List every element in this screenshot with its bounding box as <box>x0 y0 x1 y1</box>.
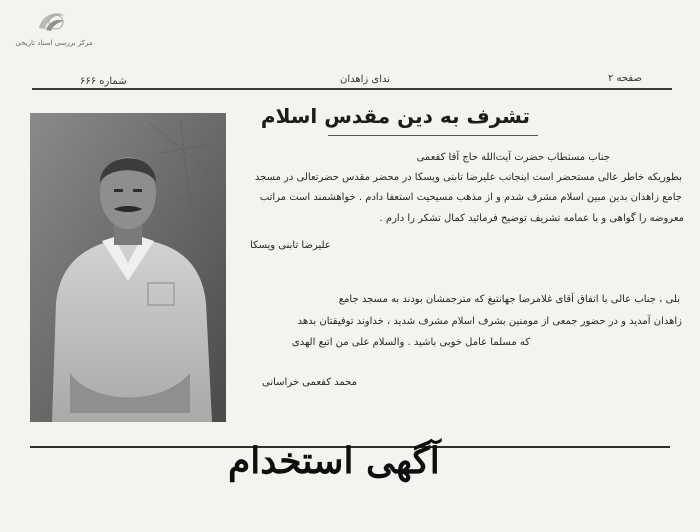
archive-emblem-icon <box>34 8 68 34</box>
issue-number: شماره ۶۶۶ <box>80 76 127 87</box>
headline: تشرف به دین مقدس اسلام <box>260 104 530 128</box>
logo-caption: مرکز بررسی اسناد تاریخی <box>15 39 93 47</box>
reply-line: که مسلما عامل خوبی باشید . والسلام علی من اتبع الهدی <box>291 337 530 348</box>
body-line: معروضه را گواهی و با عمامه تشریف توضیح فرمائید کمال تشکر را دارم . <box>379 213 684 224</box>
reply-line: بلی ، جناب عالی با اتفاق آقای غلامرضا جهانتیغ که مترجمشان بودند به مسجد جامع <box>338 294 680 305</box>
body-line: بطوریکه خاطر عالی مستحضر است اینجانب علیرضا تابنی ویسکا در محضر مقدس حضرتعالی در مسجد <box>254 172 682 183</box>
portrait-image <box>30 113 226 422</box>
salutation: جناب مستطاب حضرت آیت‌الله حاج آقا کفعمی <box>416 152 610 163</box>
ad-headline: آگهی استخدام <box>228 440 440 482</box>
reply-line: زاهدان آمدید و در حضور جمعی از مومنین بشرف اسلام مشرف شدید ، خداوند توفیقتان بدهد <box>297 316 682 327</box>
signature: علیرضا تابنی ویسکا <box>250 240 331 251</box>
reply-signature: محمد کفعمی خراسانی <box>262 377 357 388</box>
publication-name: ندای زاهدان <box>340 74 391 85</box>
portrait-photo <box>30 113 226 422</box>
archive-logo <box>8 6 100 54</box>
headline-underline <box>328 135 538 136</box>
header-rule <box>32 88 672 90</box>
body-line: جامع زاهدان بدین مبین اسلام مشرف شدم و از مذهب مسیحیت استعفا دادم . خواهشمند است مراتب <box>259 192 682 203</box>
page-number: صفحه ۲ <box>608 73 642 84</box>
